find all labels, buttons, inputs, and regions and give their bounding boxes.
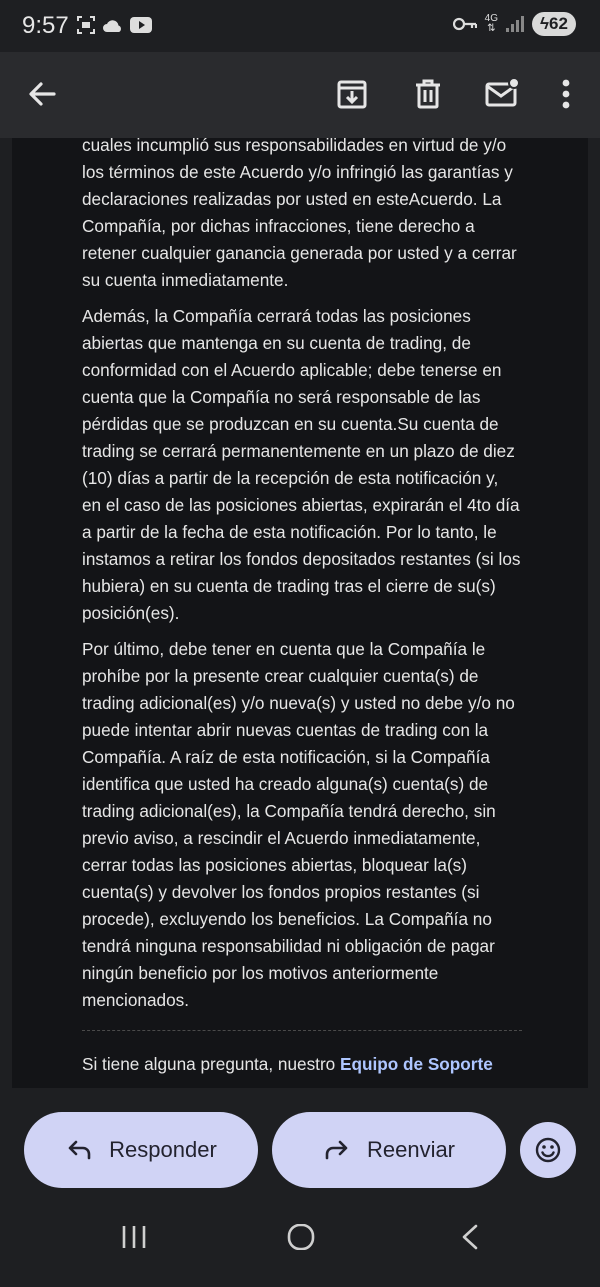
data-arrows-icon: ⇅ (487, 23, 496, 34)
bottom-action-area (0, 1088, 600, 1287)
reply-icon (65, 1136, 93, 1164)
battery-level: 62 (549, 14, 568, 33)
email-body (82, 138, 522, 1087)
forward-label: Reenviar (366, 1137, 456, 1162)
network-type: 4G (484, 13, 498, 24)
emoji-smile-icon (534, 1136, 562, 1164)
email-paragraph-1: cuales incumplió sus responsabilidades en virtud de y/o los términos de este Acuerdo y/o infringió las garantías y declaraciones realizadas por usted en esteAcuerdo. La Compañía, por dichas infracciones, tiene derecho a retener cualquier ganancia generada por usted y a cerrar su cuenta inmediatamente. (82, 138, 517, 290)
status-right-icons (453, 12, 576, 36)
email-paragraph-2: Además, la Compañía cerrará todas las posiciones abiertas que mantenga en su cuenta de trading, de conformidad con el Acuerdo aplicable; debe tenerse en cuenta que la Compañía no será responsable de las pérdidas que se produzcan en su cuenta.Su cuenta de trading se cerrará permanentemente en un plazo de diez (10) días a partir de la recepción de esta notificación y, en el caso de las posiciones abiertas, expirarán el 4to día a partir de la fecha de esta notificación. Por lo tanto, le instamos a retirar los fondos depositados restantes (si los hubiera) en su cuenta de trading tras el cierre de su(s) posición(es). (82, 306, 521, 623)
emoji-reaction-button[interactable] (520, 1122, 576, 1178)
signal-icon (506, 16, 524, 32)
archive-icon[interactable] (332, 74, 372, 114)
mark-unread-icon[interactable] (482, 74, 522, 114)
email-paragraph-3: Por último, debe tener en cuenta que la Compañía le prohíbe por la presente crear cualquier cuenta(s) de trading adicional(es) y/o nueva(s) y usted no debe y/o no puede intentar abrir nuevas cuentas de trading con la Compañía. A raíz de esta notificación, si la Compañía identifica que usted ha creado alguna(s) cuenta(s) de trading adicional(es), la Compañía tendrá derecho, sin previo aviso, a rescindir el Acuerdo inmediatamente, cerrar todas las posiciones abiertas, bloquear la(s) cuenta(s) y devolver los fondos propios restantes (si procede), excluyendo los beneficios. La Compañía no tendrá ninguna responsabilidad ni obligación de pagar ningún beneficio por los motivos anteriormente mencionados. (82, 639, 515, 1010)
email-content[interactable] (12, 138, 588, 1088)
more-vert-icon[interactable] (546, 74, 586, 114)
screenshot-icon (76, 15, 96, 35)
status-left-icons (76, 15, 152, 35)
divider (82, 1030, 522, 1031)
email-footer (82, 1051, 522, 1078)
forward-icon (323, 1136, 351, 1164)
status-bar (0, 0, 600, 52)
cloud-icon (102, 17, 124, 33)
recent-apps-icon[interactable] (120, 1224, 148, 1250)
footer-text: Si tiene alguna pregunta, nuestro (82, 1054, 340, 1074)
youtube-icon (130, 17, 152, 33)
reply-button[interactable] (24, 1112, 258, 1188)
network-indicator (485, 14, 498, 34)
vpn-key-icon (453, 17, 477, 31)
charging-bolt-icon: ϟ (540, 14, 550, 33)
support-team-link[interactable]: Equipo de Soporte (340, 1054, 493, 1074)
top-app-bar (0, 52, 600, 138)
trash-icon[interactable] (408, 74, 448, 114)
home-icon[interactable] (286, 1224, 316, 1250)
back-nav-icon[interactable] (458, 1224, 482, 1250)
battery-indicator (532, 12, 576, 36)
back-arrow-icon[interactable] (24, 74, 64, 114)
reply-label: Responder (109, 1137, 217, 1162)
forward-button[interactable] (272, 1112, 506, 1188)
status-time: 9:57 (22, 12, 69, 39)
